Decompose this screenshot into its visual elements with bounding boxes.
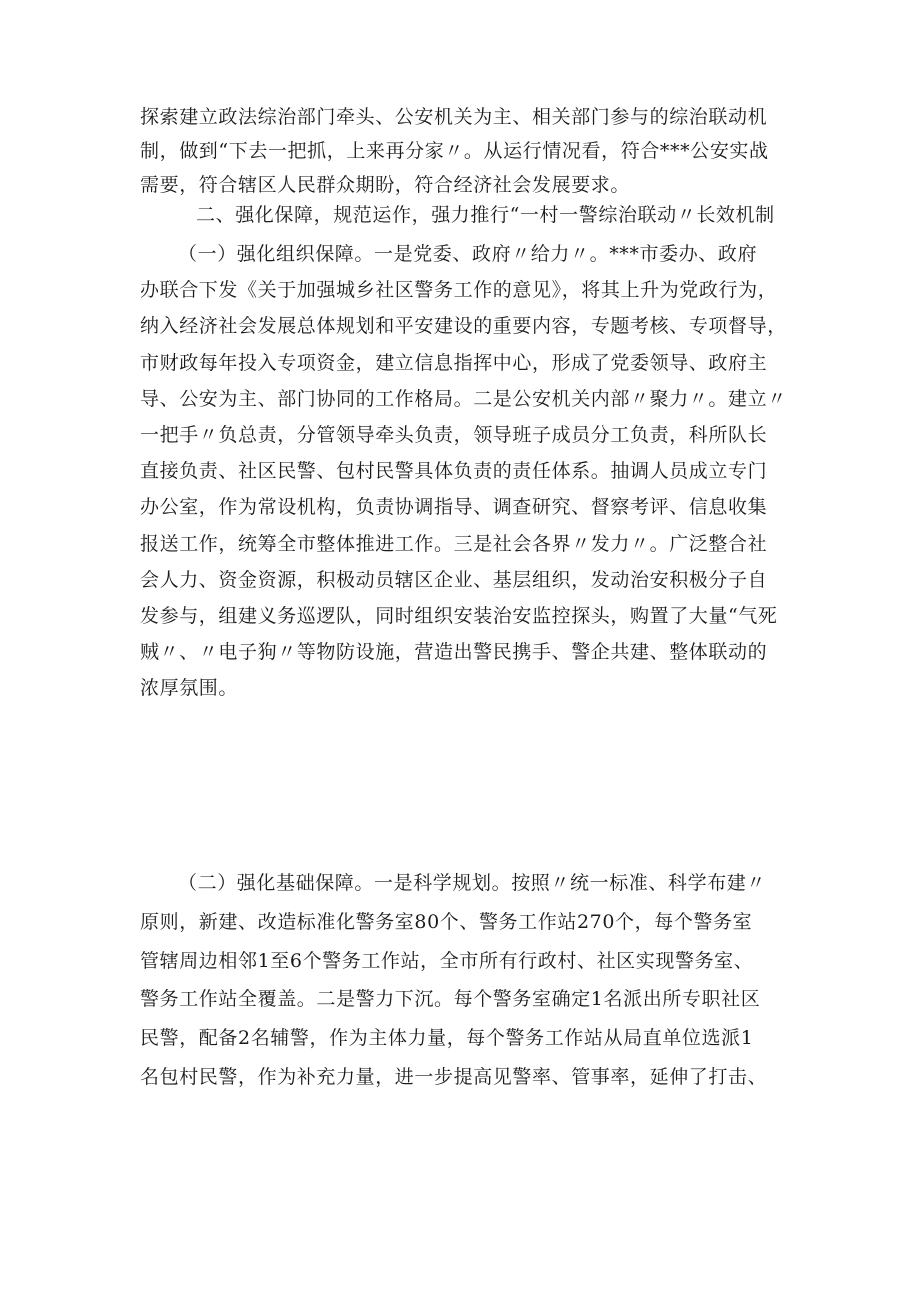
paragraph-line: 办公室，作为常设机构，负责协调指导、调查研究、督察考评、信息收集 xyxy=(140,496,768,519)
paragraph-line: 制，做到“下去一把抓，上来再分家〃。从运行情况看，符合***公安实战 xyxy=(140,140,769,162)
paragraph-line: 办联合下发《关于加强城乡社区警务工作的意见》，将其上升为党政行为， xyxy=(140,279,778,302)
paragraph-organization-guarantee xyxy=(140,236,788,706)
paragraph-line: 名包村民警，作为补充力量，进一步提高见警率、管事率，延伸了打击、 xyxy=(140,1065,768,1088)
paragraph-line: 发参与，组建义务巡逻队，同时组织安装治安监控探头，购置了大量“气死 xyxy=(140,604,778,627)
paragraph-line: 需要，符合辖区人民群众期盼，符合经济社会发展要求。 xyxy=(140,174,631,196)
paragraph-line: （一）强化组织保障。一是党委、政府〃给力〃。***市委办、政府 xyxy=(178,243,758,265)
paragraph-line: 纳入经济社会发展总体规划和平安建设的重要内容，专题考核、专项督导， xyxy=(140,315,787,338)
top-paragraph xyxy=(140,100,788,202)
section-heading: 二、强化保障，规范运作，强力推行“一村一警综治联动〃长效机制 xyxy=(196,204,775,226)
section-heading-block xyxy=(140,198,788,232)
paragraph-line: 警务工作站全覆盖。二是警力下沉。每个警务室确定1名派出所专职社区 xyxy=(140,988,761,1011)
paragraph-foundation-guarantee xyxy=(140,864,788,1097)
paragraph-line: （二）强化基础保障。一是科学规划。按照〃统一标准、科学布建〃 xyxy=(178,872,767,894)
paragraph-line: 会人力、资金资源，积极动员辖区企业、基层组织，发动治安积极分子自 xyxy=(140,568,768,591)
paragraph-line: 市财政每年投入专项资金，建立信息指挥中心，形成了党委领导、政府主 xyxy=(140,351,768,374)
paragraph-line: 探索建立政法综治部门牵头、公安机关为主、相关部门参与的综治联动机 xyxy=(140,106,768,128)
paragraph-line: 一把手〃负总责，分管领导牵头负责，领导班子成员分工负责，科所队长 xyxy=(140,423,768,446)
paragraph-line: 导、公安为主、部门协同的工作格局。二是公安机关内部〃聚力〃。建立〃 xyxy=(140,387,787,410)
paragraph-line: 贼〃、〃电子狗〃等物防设施，营造出警民携手、警企共建、整体联动的 xyxy=(140,641,768,664)
paragraph-line: 原则，新建、改造标准化警务室80个、警务工作站270个，每个警务室 xyxy=(140,910,753,933)
paragraph-line: 管辖周边相邻1至6个警务工作站，全市所有行政村、社区实现警务室、 xyxy=(140,949,754,972)
paragraph-line: 报送工作，统筹全市整体推进工作。三是社会各界〃发力〃。广泛整合社 xyxy=(140,532,768,555)
paragraph-line: 浓厚氛围。 xyxy=(140,677,239,700)
paragraph-line: 民警，配备2名辅警，作为主体力量，每个警务工作站从局直单位选派1 xyxy=(140,1027,754,1050)
paragraph-line: 直接负责、社区民警、包村民警具体负责的责任体系。抽调人员成立专门 xyxy=(140,460,768,483)
